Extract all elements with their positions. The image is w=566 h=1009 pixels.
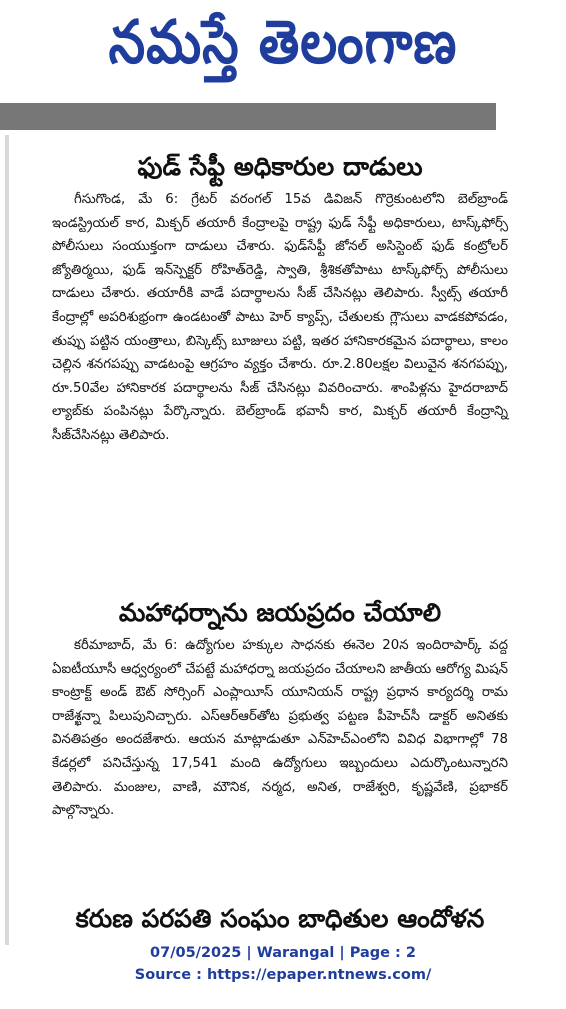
- article-body: కరీమాబాద్, మే 6: ఉద్యోగుల హక్కుల సాధనకు ఈనెల 20న ఇందిరాపార్క్ వద్ద ఏఐటీయూసీ ఆధ్వర్యంలో చేపట్టే మహాధర్నా జయప్రదం చేయాలని జాతీయ ఆరోగ్య మిషన్ కాంట్రాక్ట్ అండ్ ఔట్ సోర్సింగ్ ఎంప్లాయీస్ యూనియన్ రాష్ట్ర ప్రధాన కార్యదర్శి రామ రాజేశ్ఖన్నా పిలుపునిచ్చారు. ఎస్‌ఆర్‌ఆర్‌తోట ప్రభుత్వ పట్టణ పీహెచ్‌సీ డాక్టర్ అనితకు వినతిపత్రం అందజేశారు. ఆయన మాట్లాడుతూ ఎన్‌హెచ్‌ఎంలోని వివిధ విభాగాల్లో 78 కేడర్లలో పనిచేస్తున్న 17,541 మంది ఉద్యోగులు ఇబ్బందులు ఎదుర్కొంటున్నారని తెలిపారు. మంజుల, వాణి, మౌనిక, నర్మద, అనిత, రాజేశ్వరి, కృష్ణవేణి, ప్రభాకర్ పాల్గొన్నారు.: [52, 638, 508, 819]
- article-headline: ఫుడ్ సేఫ్టీ అధికారుల దాడులు: [137, 152, 423, 181]
- masthead-divider-band: [0, 103, 496, 130]
- article-body: గీసుగొండ, మే 6: గ్రేటర్ వరంగల్ 15వ డివిజన్ గొర్రెకుంటలోని బెల్‌బ్రాండ్ ఇండస్ట్రియల్ కార, మిక్చర్ తయారీ కేంద్రాలపై రాష్ట్ర ఫుడ్ సేఫ్టీ అధికారులు, టాస్క్‌ఫోర్స్ పోలీసులు సంయుక్తంగా దాడులు చేశారు. ఫుడ్‌సేఫ్టీ జోనల్ అసిస్టెంట్ ఫుడ్ కంట్రోలర్ జ్యోతిర్మయి, ఫుడ్ ఇన్‌స్పెక్టర్ రోహిత్‌రెడ్డి, స్వాతి, శ్రీశికతోపాటు టాస్క్‌ఫోర్స్ పోలీసులు దాడులు చేశారు. తయారీకి వాడే పదార్థాలను సీజ్ చేసినట్లు తెలిపారు. స్వీట్స్ తయారీ కేంద్రాల్లో అపరిశుభ్రంగా ఉండటంతో పాటు హెర్ క్యాప్స్, చేతులకు గ్లౌసులు వాడకపోవడం, తుప్పు పట్టిన యంత్రాలు, బిస్కెట్స్ బూజులు పట్టి, ఇతర హానికారకమైన పదార్థాలు, కాలం చెల్లిన శనగపప్పు వాడటంపై ఆగ్రహం వ్యక్తం చేశారు. రూ.2.80లక్షల విలువైన శనగపప్పు, రూ.50వేల హానికారక పదార్థాలను సీజ్ చేసినట్లు వివరించారు. శాంపిళ్లను హైదరాబాద్ ల్యాబ్‌కు పంపినట్లు పేర్కొన్నారు. బెల్‌బ్రాండ్ భవానీ కార, మిక్చర్ తయారీ కేంద్రాన్ని సీజ్‌చేసినట్లు తెలిపారు.: [52, 192, 508, 443]
- column-margin-rule: [5, 135, 9, 945]
- masthead: [0, 0, 566, 100]
- page-footer: [0, 942, 566, 986]
- article-food-safety: [52, 150, 508, 448]
- article-headline: మహాధర్నాను జయప్రదం చేయాలి: [118, 598, 442, 627]
- source-link[interactable]: Source : https://epaper.ntnews.com/: [134, 967, 432, 983]
- edition-info: 07/05/2025 | Warangal | Page : 2: [150, 945, 416, 961]
- article-karuna-society: [52, 902, 508, 936]
- article-maha-dharna: [52, 596, 508, 823]
- newspaper-logo: నమస్తే తెలంగాణ: [108, 8, 458, 78]
- article-headline: కరుణ పరపతి సంఘం బాధితుల ఆందోళన: [75, 904, 485, 933]
